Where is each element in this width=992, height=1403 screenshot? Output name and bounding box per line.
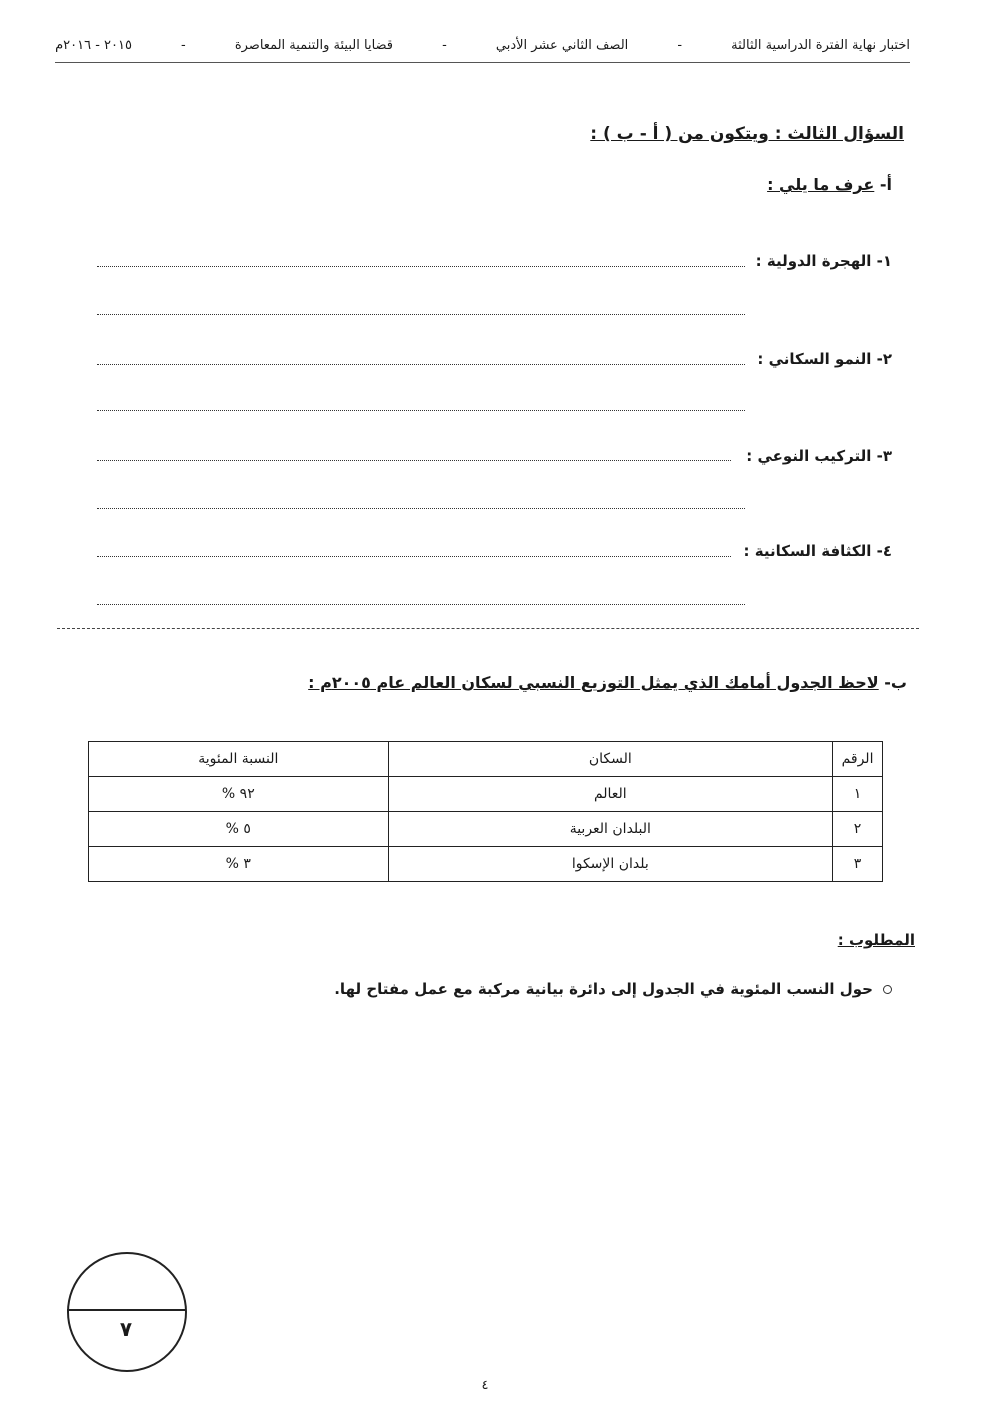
answer-line[interactable] [97,508,745,509]
answer-line[interactable] [97,460,731,461]
required-item [334,980,892,998]
table-cell: ٣ [833,847,883,882]
bullet-icon [883,985,892,994]
header-separator: - [181,38,186,53]
header-separator: - [442,38,447,53]
term-row [757,350,892,368]
column-header: السكان [388,742,832,777]
table-cell: بلدان الإسكوا [388,847,832,882]
term-row [756,252,892,270]
answer-line[interactable] [97,556,731,557]
answer-line[interactable] [97,266,745,267]
required-item-text: حول النسب المئوية في الجدول إلى دائرة بيانية مركبة مع عمل مفتاح لها. [334,980,873,998]
answer-line[interactable] [97,314,745,315]
answer-line[interactable] [97,364,745,365]
table-cell: البلدان العربية [388,812,832,847]
mark-divider [67,1309,185,1311]
part-a-text: عرف ما يلي : [767,175,875,194]
term-row [744,542,892,560]
part-b-text: لاحظ الجدول أمامك الذي يمثل التوزيع النسبي لسكان العالم عام ٢٠٠٥م : [308,673,879,692]
table-cell: ١ [833,777,883,812]
part-a-heading [767,175,892,194]
table-cell: ٢ [833,812,883,847]
mark-value: ٧ [119,1317,133,1341]
table-row [89,812,883,847]
required-title: المطلوب : [837,931,915,949]
answer-line[interactable] [97,604,745,605]
section-divider [57,628,919,629]
term-label: ٤- الكثافة السكانية : [743,542,892,560]
table-row [89,777,883,812]
header-rule [55,62,910,63]
exam-title: اختبار نهاية الفترة الدراسية الثالثة [731,38,910,53]
column-header: النسبة المئوية [89,742,389,777]
term-row [746,447,892,465]
mark-circle [67,1252,187,1372]
part-a-label: أ- [879,175,892,194]
page-header [55,38,910,53]
table-cell: ٣ % [89,847,389,882]
question-title: السؤال الثالث : ويتكون من ( أ - ب ) : [590,124,904,144]
page-number: ٤ [481,1378,489,1393]
subject-label: قضايا البيئة والتنمية المعاصرة [234,38,394,53]
header-separator: - [677,38,683,53]
table-cell: العالم [388,777,832,812]
table-cell: ٩٢ % [89,777,389,812]
table-row [89,847,883,882]
term-label: ٢- النمو السكاني : [757,350,892,368]
column-header: الرقم [833,742,883,777]
term-label: ٣- التركيب النوعي : [746,447,892,465]
table-header-row [89,742,883,777]
part-b-heading [308,673,907,692]
part-b-label: ب- [884,673,907,692]
population-table [88,741,883,882]
answer-line[interactable] [97,410,745,411]
term-label: ١- الهجرة الدولية : [755,252,892,270]
grade-label: الصف الثاني عشر الأدبي [495,38,629,53]
academic-year: ٢٠١٥ - ٢٠١٦م [55,38,132,53]
table-cell: ٥ % [89,812,389,847]
